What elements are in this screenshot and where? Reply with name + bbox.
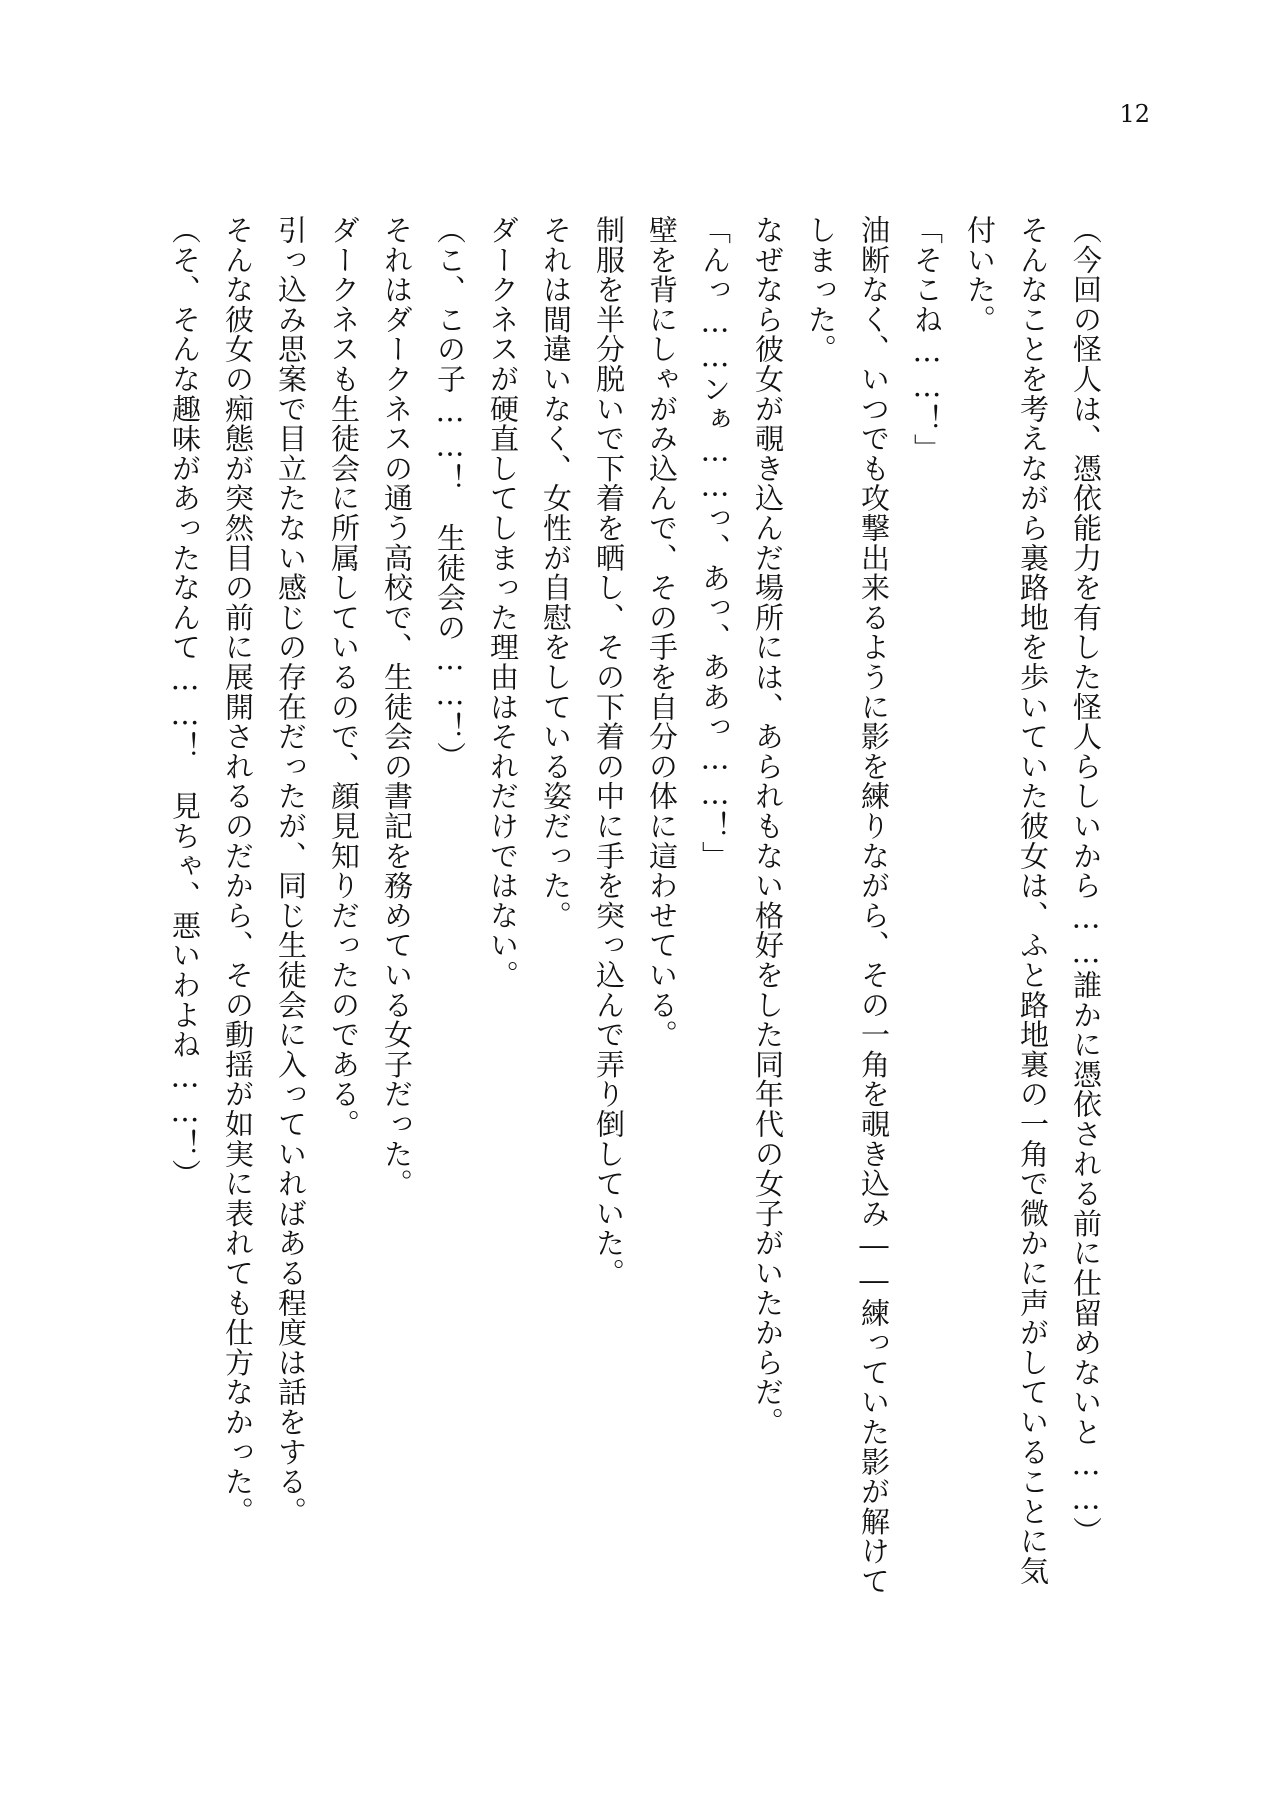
text-line: ダークネスも生徒会に所属しているので、顔見知りだったのである。 [327, 215, 361, 1139]
text-line: （今回の怪人は、憑依能力を有した怪人らしいから……誰かに憑依される前に仕留めないと……） [1069, 215, 1103, 1547]
text-line: 制服を半分脱いで下着を晒し、その下着の中に手を突っ込んで弄り倒していた。 [592, 215, 626, 1288]
text-line: ダークネスが硬直してしまった理由はそれだけではない。 [486, 215, 520, 990]
text-line: そんな彼女の痴態が突然目の前に展開されるのだから、その動揺が如実に表れても仕方なかった。 [221, 215, 255, 1527]
text-line: そんなことを考えながら裏路地を歩いていた彼女は、ふと路地裏の一角で微かに声がしていることに気付いた。 [963, 215, 1050, 1586]
text-line: 「そこね……！」 [910, 215, 944, 464]
text-line: （そ、そんな趣味があったなんて……！ 見ちゃ、悪いわよね……！） [168, 215, 202, 1189]
text-line: それはダークネスの通う高校で、生徒会の書記を務めている女子だった。 [380, 215, 414, 1199]
text-line: 「んっ……ンぁ……っ、あっ、ああっ……！」 [698, 215, 732, 871]
text-line: 油断なく、いつでも攻撃出来るように影を練りながら、その一角を覗き込み――練っていた影が解けてしまった。 [804, 215, 891, 1596]
body-text [112, 215, 1112, 1605]
text-line: 壁を背にしゃがみ込んで、その手を自分の体に這わせている。 [645, 215, 679, 1050]
text-line: （こ、この子……！ 生徒会の……！） [433, 215, 467, 772]
text-line: なぜなら彼女が覗き込んだ場所には、あられもない格好をした同年代の女子がいたからだ。 [751, 215, 785, 1437]
page-number: 12 [1119, 100, 1150, 128]
text-line: それは間違いなく、女性が自慰をしている姿だった。 [539, 215, 573, 931]
text-line: 引っ込み思案で目立たない感じの存在だったが、同じ生徒会に入っていればある程度は話をする。 [274, 215, 308, 1527]
